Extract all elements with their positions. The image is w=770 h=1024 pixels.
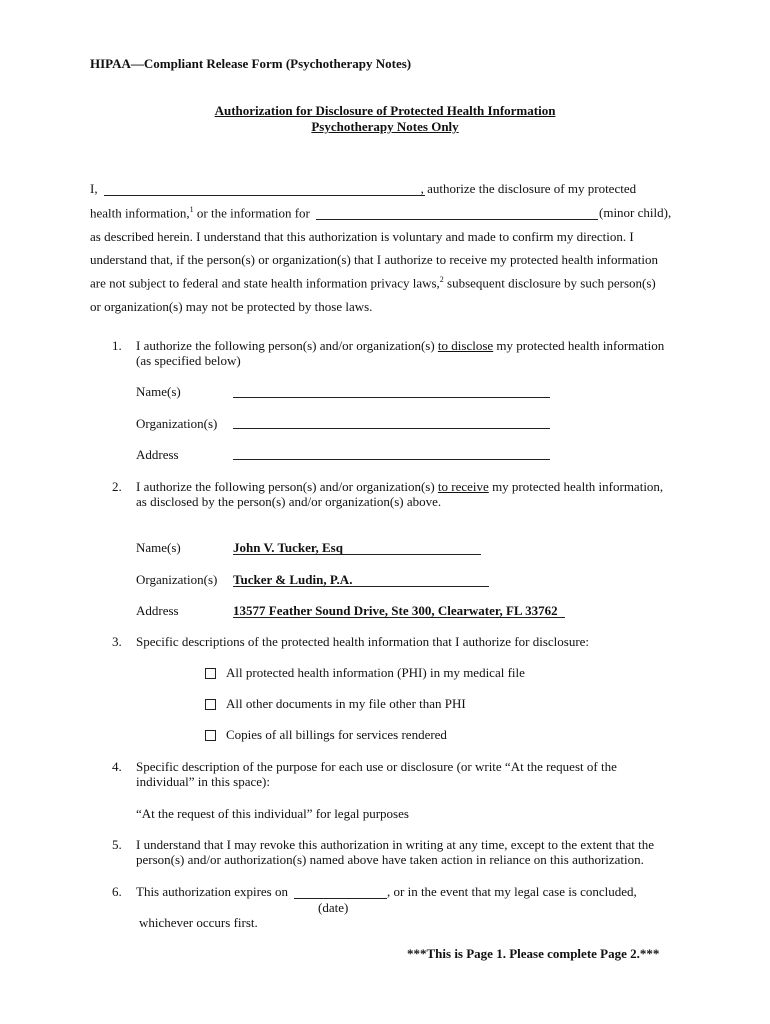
checkbox-billings[interactable] xyxy=(205,730,216,741)
option-other-documents-label: All other documents in my file other than PHI xyxy=(226,696,466,711)
item1-text xyxy=(136,338,664,354)
item2-org-underline xyxy=(233,586,489,587)
item2-address-label: Address xyxy=(136,603,179,618)
item1-text-line2: (as specified below) xyxy=(136,353,241,368)
item2-names-label: Name(s) xyxy=(136,540,181,555)
item6-text-a: This authorization expires on xyxy=(136,884,288,899)
item5-number: 5. xyxy=(112,837,122,852)
intro-line2 xyxy=(90,205,310,221)
item4-number: 4. xyxy=(112,759,122,774)
document-title-line2: Psychotherapy Notes Only xyxy=(311,119,459,134)
item6-text-line2: whichever occurs first. xyxy=(139,915,258,930)
document-title-line1: Authorization for Disclosure of Protected Health Information xyxy=(214,103,556,118)
intro-line5a: are not subject to federal and state health information privacy laws, xyxy=(90,275,440,291)
footnote-2: 2 xyxy=(439,275,444,284)
item1-address-field[interactable] xyxy=(233,459,550,460)
item3-text: Specific descriptions of the protected health information that I authorize for disclosure: xyxy=(136,634,590,649)
minor-child-label: (minor child), xyxy=(599,205,672,220)
item1-number: 1. xyxy=(112,338,122,353)
item1-text-a: I authorize the following person(s) and/or organization(s) xyxy=(136,338,438,353)
option-all-phi-label: All protected health information (PHI) in my medical file xyxy=(226,665,525,680)
expiry-date-field[interactable] xyxy=(294,898,387,899)
item2-org-label: Organization(s) xyxy=(136,572,218,587)
item5-text-line2: person(s) and/or authorization(s) named above have taken action in reliance on this authorization. xyxy=(136,852,644,867)
item6-number: 6. xyxy=(112,884,122,899)
intro-line5b: subsequent disclosure by such person(s) xyxy=(443,275,656,291)
name-blank-line[interactable] xyxy=(104,195,425,196)
item2-names-value[interactable]: John V. Tucker, Esq xyxy=(233,540,343,555)
item2-text-b: my protected health information, xyxy=(488,479,664,494)
item2-text xyxy=(136,479,663,495)
item1-text-b: my protected health information xyxy=(493,338,665,353)
item2-address-value[interactable]: 13577 Feather Sound Drive, Ste 300, Clearwater, FL 33762 xyxy=(233,603,558,618)
intro-line4: understand that, if the person(s) or organization(s) that I authorize to receive my protected health information xyxy=(90,252,658,267)
item2-text-line2: as disclosed by the person(s) and/or organization(s) above. xyxy=(136,494,442,509)
item5-text-line1: I understand that I may revoke this authorization in writing at any time, except to the extent that the xyxy=(136,837,655,852)
authorize-text: , authorize the disclosure of my protected xyxy=(420,181,637,196)
option-other-documents[interactable] xyxy=(205,696,466,712)
i-prefix: I, xyxy=(90,181,98,196)
item2-names-underline xyxy=(233,554,481,555)
item1-names-field[interactable] xyxy=(233,397,550,398)
item6-text-b: , or in the event that my legal case is concluded, xyxy=(387,884,637,899)
or-info-for-text: or the information for xyxy=(193,205,310,221)
item2-address-underline xyxy=(233,617,565,618)
item2-number: 2. xyxy=(112,479,122,494)
item4-text-line2: individual” in this space): xyxy=(136,774,270,789)
item4-text-line1: Specific description of the purpose for each use or disclosure (or write “At the request of the xyxy=(136,759,617,774)
item4-answer[interactable]: “At the request of this individual” for legal purposes xyxy=(136,806,409,821)
item1-address-label: Address xyxy=(136,447,179,462)
page-note: ***This is Page 1. Please complete Page 2.*** xyxy=(407,946,660,961)
item2-text-a: I authorize the following person(s) and/or organization(s) xyxy=(136,479,438,494)
item1-to-disclose: to disclose xyxy=(437,338,494,353)
minor-child-blank-line[interactable] xyxy=(316,219,598,220)
health-info-text: health information, xyxy=(90,205,190,221)
footnote-1: 1 xyxy=(189,205,194,214)
option-all-phi[interactable] xyxy=(205,665,525,681)
date-label: (date) xyxy=(318,900,349,915)
item3-number: 3. xyxy=(112,634,122,649)
option-billings-label: Copies of all billings for services rendered xyxy=(226,727,447,742)
option-billings[interactable] xyxy=(205,727,447,743)
checkbox-other-documents[interactable] xyxy=(205,699,216,710)
checkbox-all-phi[interactable] xyxy=(205,668,216,679)
form-title: HIPAA—Compliant Release Form (Psychotherapy Notes) xyxy=(90,56,412,71)
item2-to-receive: to receive xyxy=(437,479,489,494)
intro-line3: as described herein. I understand that this authorization is voluntary and made to confirm my direction. I xyxy=(90,229,634,244)
item1-org-label: Organization(s) xyxy=(136,416,218,431)
intro-line5 xyxy=(90,275,656,291)
item1-org-field[interactable] xyxy=(233,428,550,429)
intro-line6: or organization(s) may not be protected by those laws. xyxy=(90,299,373,314)
item1-names-label: Name(s) xyxy=(136,384,181,399)
item2-org-value[interactable]: Tucker & Ludin, P.A. xyxy=(233,572,353,587)
